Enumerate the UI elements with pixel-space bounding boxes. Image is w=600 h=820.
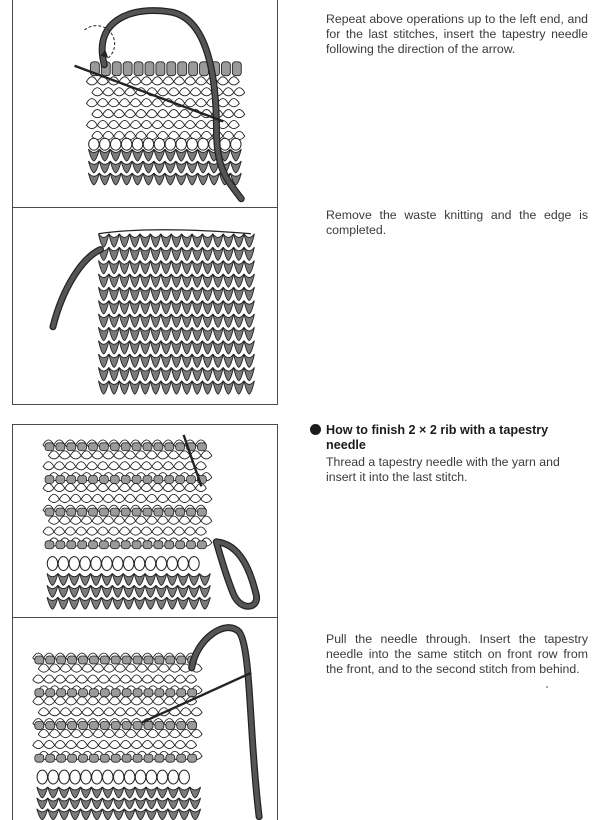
- rib-needle-insert-icon: [13, 425, 277, 617]
- section-step-text-1: Thread a tapestry needle with the yarn and insert it into the last stitch.: [326, 455, 560, 484]
- step-text-1: Repeat above operations up to the left end, and for the last stitches, insert the tapestry needle following the direction of the arrow.: [326, 12, 588, 56]
- section-heading: How to finish 2 × 2 rib with a tapestry needle: [310, 423, 590, 453]
- illustration-panel-1: [12, 0, 278, 208]
- step-text-2: Remove the waste knitting and the edge is completed.: [326, 208, 588, 237]
- illustration-panel-3: [12, 424, 278, 618]
- section-step-text-2: Pull the needle through. Insert the tapestry needle into the same stitch on front row from the front, and to the second stitch from behind.: [326, 632, 588, 676]
- knitting-edge-icon: [13, 0, 277, 207]
- bullet-icon: [310, 424, 321, 435]
- rib-needle-pull-icon: [13, 618, 277, 820]
- completed-edge-icon: [13, 208, 277, 404]
- speck: [546, 686, 548, 688]
- illustration-panel-2: [12, 207, 278, 405]
- illustration-panel-4: [12, 617, 278, 820]
